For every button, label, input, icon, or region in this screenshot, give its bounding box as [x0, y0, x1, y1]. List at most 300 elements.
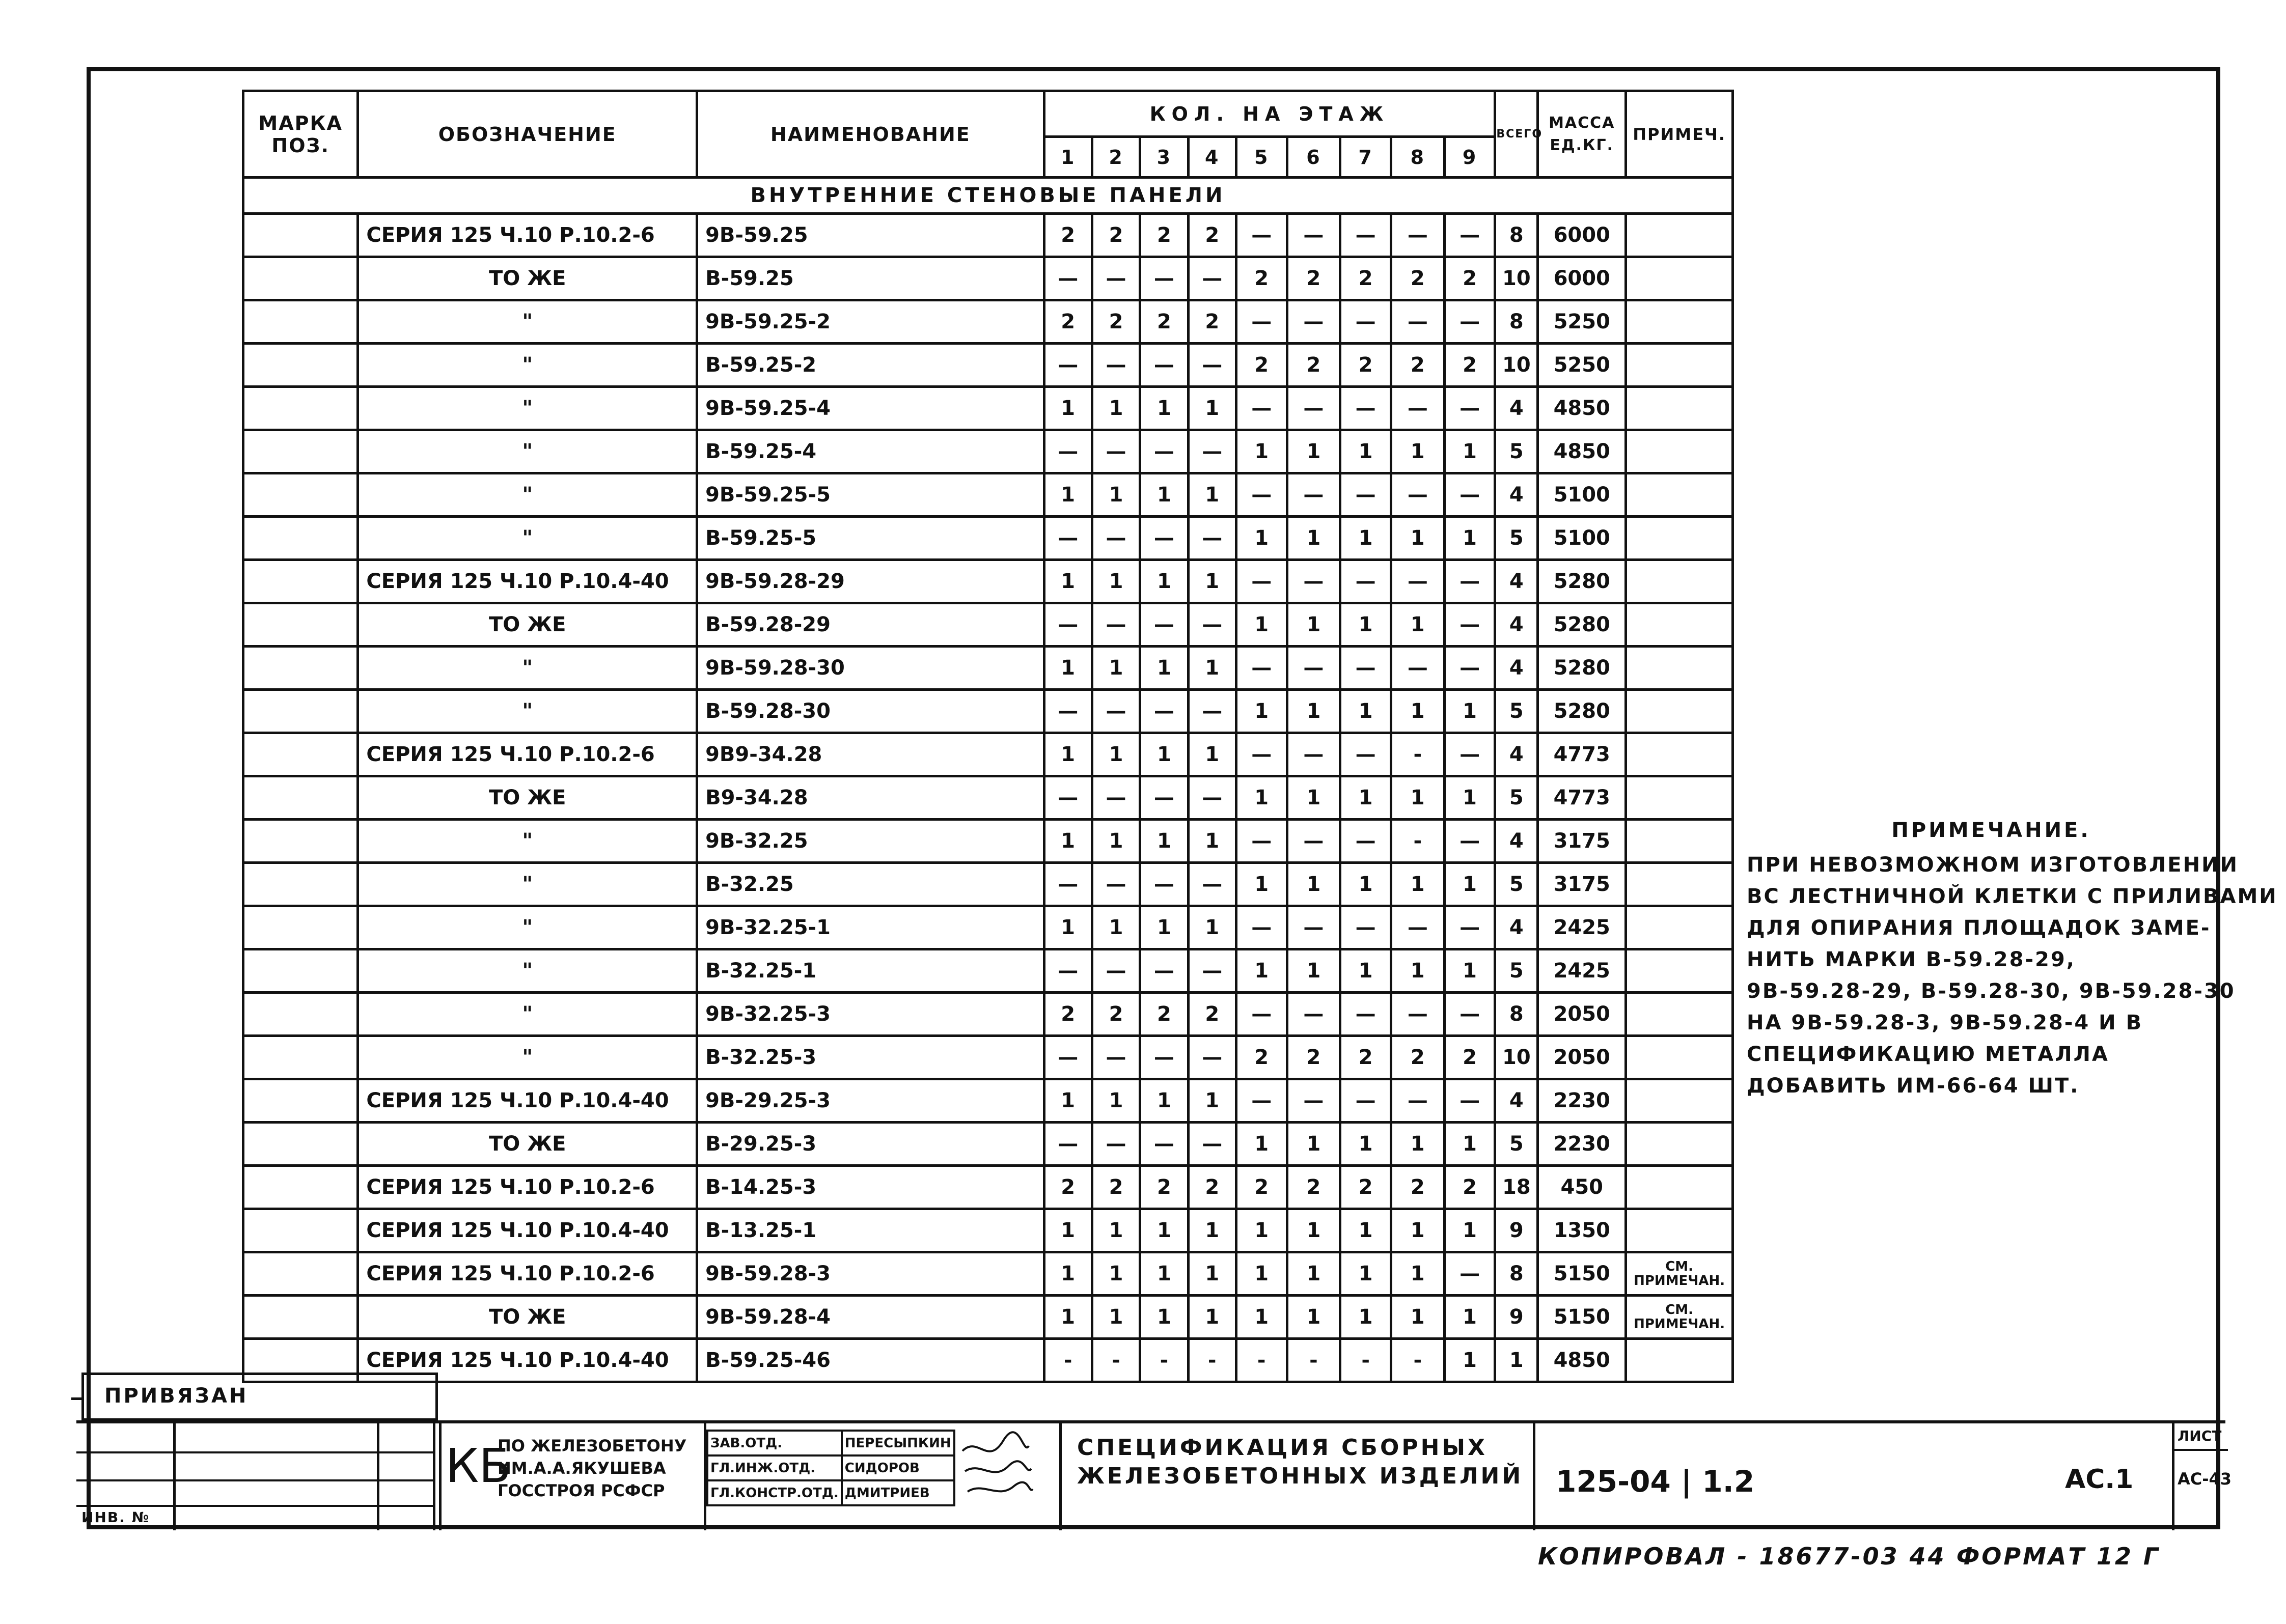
total-cell: 5 [1495, 863, 1538, 906]
floor-qty-cell: 2 [1236, 1166, 1287, 1209]
grid-divider [377, 1423, 379, 1530]
note-cell [1626, 647, 1733, 690]
floor-qty-cell: 1 [1140, 1252, 1188, 1296]
name-cell: В-59.28-30 [697, 690, 1044, 733]
floor-qty-cell: 1 [1092, 906, 1140, 949]
note-cell: СМ. ПРИМЕЧАН. [1626, 1296, 1733, 1339]
mass-cell: 2425 [1538, 949, 1626, 993]
total-cell: 8 [1495, 1252, 1538, 1296]
floor-qty-cell: 1 [1188, 1296, 1236, 1339]
floor-qty-cell: 1 [1140, 647, 1188, 690]
floor-qty-cell: — [1092, 1036, 1140, 1079]
floor-qty-cell: 1 [1287, 863, 1340, 906]
floor-qty-cell: — [1391, 387, 1444, 430]
title-stamp [76, 1420, 2232, 1533]
designation-cell: " [358, 993, 697, 1036]
floor-qty-cell: 2 [1391, 1036, 1444, 1079]
floor-qty-cell: — [1188, 517, 1236, 560]
mark-cell [243, 647, 358, 690]
code-block [1533, 1423, 2174, 1530]
total-cell: 10 [1495, 344, 1538, 387]
floor-qty-cell: 1 [1044, 387, 1092, 430]
table-row [243, 387, 1733, 430]
remark-line: ДОБАВИТЬ ИМ-66-64 ШТ. [1747, 1074, 2080, 1098]
floor-qty-cell: 1 [1188, 387, 1236, 430]
mass-cell: 4850 [1538, 430, 1626, 473]
floor-qty-cell: 1 [1140, 1079, 1188, 1123]
floor-qty-cell: - [1391, 820, 1444, 863]
note-cell [1626, 560, 1733, 603]
mark-cell [243, 1036, 358, 1079]
designation-cell: " [358, 647, 697, 690]
floor-qty-cell: 1 [1140, 387, 1188, 430]
organization-name [498, 1435, 686, 1502]
mass-cell: 4850 [1538, 1339, 1626, 1382]
note-cell [1626, 473, 1733, 517]
floor-qty-cell: — [1092, 517, 1140, 560]
total-cell: 10 [1495, 257, 1538, 300]
name-cell: 9В-59.28-3 [697, 1252, 1044, 1296]
total-cell: 4 [1495, 820, 1538, 863]
floor-qty-cell: — [1044, 776, 1092, 820]
floor-qty-cell: — [1140, 257, 1188, 300]
name-cell: В-13.25-1 [697, 1209, 1044, 1252]
remark-line: СПЕЦИФИКАЦИЮ МЕТАЛЛА [1747, 1043, 2109, 1066]
note-cell [1626, 603, 1733, 647]
table-row [243, 647, 1733, 690]
mark-cell [243, 776, 358, 820]
floor-qty-cell: — [1287, 473, 1340, 517]
floor-qty-cell: 1 [1287, 1209, 1340, 1252]
floor-qty-cell: 1 [1044, 647, 1092, 690]
designation-cell: " [358, 430, 697, 473]
floor-qty-cell: — [1188, 776, 1236, 820]
header-designation: ОБОЗНАЧЕНИЕ [358, 91, 697, 178]
total-cell: 8 [1495, 993, 1538, 1036]
floor-qty-cell: 1 [1140, 473, 1188, 517]
floor-qty-cell: — [1391, 993, 1444, 1036]
floor-qty-cell: 1 [1092, 1209, 1140, 1252]
floor-qty-cell: 1 [1236, 690, 1287, 733]
designation-cell: ТО ЖЕ [358, 1296, 697, 1339]
name-cell: В-59.28-29 [697, 603, 1044, 647]
designation-cell: " [358, 517, 697, 560]
total-cell: 4 [1495, 603, 1538, 647]
designation-cell: СЕРИЯ 125 Ч.10 Р.10.4-40 [358, 1079, 697, 1123]
table-row [243, 603, 1733, 647]
total-cell: 9 [1495, 1209, 1538, 1252]
floor-qty-cell: 1 [1391, 1252, 1444, 1296]
floor-qty-cell: 1 [1140, 1209, 1188, 1252]
section-title: ВНУТРЕННИЕ СТЕНОВЫЕ ПАНЕЛИ [243, 178, 1733, 214]
table-row [243, 1036, 1733, 1079]
floor-qty-cell: — [1391, 560, 1444, 603]
sheet-label: ЛИСТ [2178, 1427, 2222, 1444]
header-floor-7: 7 [1340, 137, 1391, 178]
floor-qty-cell: 1 [1391, 517, 1444, 560]
floor-qty-cell: 1 [1092, 1252, 1140, 1296]
floor-qty-cell: 1 [1140, 820, 1188, 863]
table-row [243, 344, 1733, 387]
name-cell: В-59.25-4 [697, 430, 1044, 473]
margin-tick [71, 1397, 82, 1400]
floor-qty-cell: — [1044, 257, 1092, 300]
floor-qty-cell: — [1340, 647, 1391, 690]
floor-qty-cell: — [1092, 603, 1140, 647]
note-cell [1626, 1209, 1733, 1252]
name-cell: 9В9-34.28 [697, 733, 1044, 776]
floor-qty-cell: — [1340, 993, 1391, 1036]
floor-qty-cell: 1 [1391, 1209, 1444, 1252]
table-row [243, 690, 1733, 733]
floor-qty-cell: — [1287, 993, 1340, 1036]
floor-qty-cell: 1 [1287, 949, 1340, 993]
floor-qty-cell: 2 [1092, 1166, 1140, 1209]
name-cell: 9В-32.25-3 [697, 993, 1044, 1036]
person-name: ДМИТРИЕВ [842, 1480, 954, 1505]
note-cell [1626, 1079, 1733, 1123]
table-row [243, 430, 1733, 473]
floor-qty-cell: — [1140, 690, 1188, 733]
floor-qty-cell: 1 [1340, 430, 1391, 473]
floor-qty-cell: — [1444, 993, 1495, 1036]
privyazan-box [81, 1373, 438, 1421]
header-floor-8: 8 [1391, 137, 1444, 178]
table-row [243, 1166, 1733, 1209]
floor-qty-cell: 2 [1140, 214, 1188, 257]
floor-qty-cell: 1 [1092, 733, 1140, 776]
floor-qty-cell: 1 [1391, 776, 1444, 820]
note-cell [1626, 1036, 1733, 1079]
floor-qty-cell: 1 [1236, 1252, 1287, 1296]
floor-qty-cell: 2 [1092, 214, 1140, 257]
mark-cell [243, 430, 358, 473]
stamp-left-grid [76, 1423, 435, 1530]
name-cell: В-32.25-3 [697, 1036, 1044, 1079]
privyazan-label: ПРИВЯЗАН [104, 1384, 249, 1408]
table-row [243, 863, 1733, 906]
name-cell: В9-34.28 [697, 776, 1044, 820]
total-cell: 8 [1495, 300, 1538, 344]
total-cell: 5 [1495, 1123, 1538, 1166]
note-cell: СМ. ПРИМЕЧАН. [1626, 1252, 1733, 1296]
floor-qty-cell: 2 [1340, 1036, 1391, 1079]
floor-qty-cell: 2 [1287, 344, 1340, 387]
floor-qty-cell: 1 [1287, 603, 1340, 647]
total-cell: 4 [1495, 387, 1538, 430]
mass-cell: 2425 [1538, 906, 1626, 949]
total-cell: 4 [1495, 647, 1538, 690]
total-cell: 5 [1495, 430, 1538, 473]
floor-qty-cell: — [1044, 603, 1092, 647]
name-cell: 9В-59.25 [697, 214, 1044, 257]
remark-line: ВС ЛЕСТНИЧНОЙ КЛЕТКИ С ПРИЛИВАМИ [1747, 885, 2278, 908]
floor-qty-cell: - [1236, 1339, 1287, 1382]
floor-qty-cell: 1 [1188, 733, 1236, 776]
remark-title: ПРИМЕЧАНИЕ. [1891, 819, 2091, 842]
floor-qty-cell: — [1340, 214, 1391, 257]
floor-qty-cell: - [1391, 733, 1444, 776]
floor-qty-cell: — [1444, 560, 1495, 603]
floor-qty-cell: — [1140, 344, 1188, 387]
designation-cell: ТО ЖЕ [358, 776, 697, 820]
floor-qty-cell: 1 [1391, 690, 1444, 733]
floor-qty-cell: 2 [1044, 214, 1092, 257]
floor-qty-cell: 1 [1444, 776, 1495, 820]
floor-qty-cell: 1 [1340, 1123, 1391, 1166]
floor-qty-cell: — [1236, 387, 1287, 430]
floor-qty-cell: 1 [1444, 1296, 1495, 1339]
total-cell: 5 [1495, 690, 1538, 733]
note-cell [1626, 344, 1733, 387]
floor-qty-cell: 1 [1092, 1296, 1140, 1339]
designation-cell: СЕРИЯ 125 Ч.10 Р.10.2-6 [358, 733, 697, 776]
floor-qty-cell: — [1444, 906, 1495, 949]
grid-line [76, 1479, 435, 1481]
name-cell: В-59.25-5 [697, 517, 1044, 560]
name-cell: 9В-59.28-30 [697, 647, 1044, 690]
floor-qty-cell: — [1044, 949, 1092, 993]
table-row [243, 993, 1733, 1036]
floor-qty-cell: 2 [1287, 257, 1340, 300]
floor-qty-cell: — [1340, 733, 1391, 776]
header-floor-5: 5 [1236, 137, 1287, 178]
floor-qty-cell: — [1188, 603, 1236, 647]
floor-qty-cell: — [1236, 1079, 1287, 1123]
floor-qty-cell: - [1287, 1339, 1340, 1382]
floor-qty-cell: 2 [1287, 1036, 1340, 1079]
floor-qty-cell: 1 [1340, 776, 1391, 820]
floor-qty-cell: 1 [1340, 1252, 1391, 1296]
mark-cell [243, 560, 358, 603]
floor-qty-cell: — [1444, 214, 1495, 257]
header-note: ПРИМЕЧ. [1626, 91, 1733, 178]
header-floor-9: 9 [1444, 137, 1495, 178]
floor-qty-cell: — [1236, 473, 1287, 517]
floor-qty-cell: 2 [1140, 1166, 1188, 1209]
mark-cell [243, 1252, 358, 1296]
mass-cell: 2050 [1538, 1036, 1626, 1079]
org-line: ПО ЖЕЛЕЗОБЕТОНУ [498, 1436, 687, 1455]
floor-qty-cell: 1 [1287, 430, 1340, 473]
floor-qty-cell: — [1444, 603, 1495, 647]
mark-cell [243, 863, 358, 906]
grid-divider [173, 1423, 176, 1530]
note-cell [1626, 214, 1733, 257]
floor-qty-cell: 1 [1188, 1209, 1236, 1252]
mass-cell: 5100 [1538, 473, 1626, 517]
table-row [243, 949, 1733, 993]
floor-qty-cell: 1 [1287, 517, 1340, 560]
floor-qty-cell: — [1236, 993, 1287, 1036]
table-row [243, 733, 1733, 776]
floor-qty-cell: — [1044, 430, 1092, 473]
role-label: ГЛ.КОНСТР.ОТД. [707, 1480, 842, 1505]
floor-qty-cell: — [1188, 257, 1236, 300]
floor-qty-cell: 1 [1391, 1123, 1444, 1166]
floor-qty-cell: 1 [1236, 1296, 1287, 1339]
name-cell: В-59.25 [697, 257, 1044, 300]
floor-qty-cell: 1 [1092, 560, 1140, 603]
mass-cell: 2230 [1538, 1079, 1626, 1123]
mass-cell: 5150 [1538, 1296, 1626, 1339]
floor-qty-cell: — [1140, 776, 1188, 820]
floor-qty-cell: — [1236, 647, 1287, 690]
mass-cell: 4773 [1538, 733, 1626, 776]
floor-qty-cell: 1 [1444, 517, 1495, 560]
floor-qty-cell: 1 [1340, 863, 1391, 906]
note-cell [1626, 776, 1733, 820]
floor-qty-cell: 2 [1044, 300, 1092, 344]
designation-cell: " [358, 820, 697, 863]
signatures-table [706, 1430, 1036, 1506]
note-cell [1626, 1123, 1733, 1166]
designation-cell: СЕРИЯ 125 Ч.10 Р.10.2-6 [358, 1252, 697, 1296]
name-cell: 9В-59.25-4 [697, 387, 1044, 430]
floor-qty-cell: — [1444, 820, 1495, 863]
floor-qty-cell: 2 [1287, 1166, 1340, 1209]
remark-line: ПРИ НЕВОЗМОЖНОМ ИЗГОТОВЛЕНИИ [1747, 853, 2239, 877]
mass-cell: 5280 [1538, 647, 1626, 690]
designation-cell: " [358, 473, 697, 517]
floor-qty-cell: — [1092, 344, 1140, 387]
mark-cell [243, 1296, 358, 1339]
floor-qty-cell: 2 [1444, 1166, 1495, 1209]
floor-qty-cell: 2 [1236, 1036, 1287, 1079]
floor-qty-cell: - [1044, 1339, 1092, 1382]
floor-qty-cell: 1 [1188, 1252, 1236, 1296]
floor-qty-cell: 1 [1391, 863, 1444, 906]
floor-qty-cell: 1 [1444, 1123, 1495, 1166]
mass-cell: 3175 [1538, 820, 1626, 863]
role-label: ГЛ.ИНЖ.ОТД. [707, 1455, 842, 1480]
floor-qty-cell: - [1391, 1339, 1444, 1382]
designation-cell: СЕРИЯ 125 Ч.10 Р.10.2-6 [358, 214, 697, 257]
mass-cell: 5280 [1538, 690, 1626, 733]
floor-qty-cell: — [1092, 257, 1140, 300]
name-cell: В-59.25-46 [697, 1339, 1044, 1382]
floor-qty-cell: 1 [1340, 603, 1391, 647]
floor-qty-cell: 1 [1391, 603, 1444, 647]
floor-qty-cell: - [1188, 1339, 1236, 1382]
floor-qty-cell: 1 [1044, 1079, 1092, 1123]
mark-cell [243, 517, 358, 560]
signature-mark [954, 1431, 1036, 1505]
designation-cell: СЕРИЯ 125 Ч.10 Р.10.2-6 [358, 1166, 697, 1209]
note-cell [1626, 1166, 1733, 1209]
header-floor-4: 4 [1188, 137, 1236, 178]
floor-qty-cell: 1 [1444, 430, 1495, 473]
floor-qty-cell: 1 [1236, 517, 1287, 560]
floor-qty-cell: 1 [1092, 647, 1140, 690]
name-cell: 9В-32.25 [697, 820, 1044, 863]
mark-cell [243, 344, 358, 387]
total-cell: 5 [1495, 776, 1538, 820]
note-cell [1626, 387, 1733, 430]
header-mark: МАРКА ПОЗ. [243, 91, 358, 178]
floor-qty-cell: 1 [1044, 560, 1092, 603]
mark-cell [243, 690, 358, 733]
floor-qty-cell: — [1236, 820, 1287, 863]
floor-qty-cell: 2 [1391, 257, 1444, 300]
mass-cell: 6000 [1538, 214, 1626, 257]
floor-qty-cell: — [1340, 1079, 1391, 1123]
floor-qty-cell: 1 [1391, 1296, 1444, 1339]
floor-qty-cell: — [1340, 560, 1391, 603]
designation-cell: " [358, 906, 697, 949]
total-cell: 4 [1495, 1079, 1538, 1123]
floor-qty-cell: 1 [1140, 1296, 1188, 1339]
sheet-divider [2174, 1449, 2228, 1451]
floor-qty-cell: — [1188, 430, 1236, 473]
table-row [243, 820, 1733, 863]
remark-line: НИТЬ МАРКИ В-59.28-29, [1747, 948, 2076, 971]
header-name: НАИМЕНОВАНИЕ [697, 91, 1044, 178]
mass-cell: 5250 [1538, 344, 1626, 387]
designation-cell: " [358, 863, 697, 906]
floor-qty-cell: 1 [1044, 820, 1092, 863]
floor-qty-cell: 1 [1340, 949, 1391, 993]
floor-qty-cell: — [1444, 733, 1495, 776]
name-cell: 9В-59.28-29 [697, 560, 1044, 603]
floor-qty-cell: — [1044, 517, 1092, 560]
floor-qty-cell: — [1287, 1079, 1340, 1123]
note-cell [1626, 690, 1733, 733]
floor-qty-cell: — [1140, 603, 1188, 647]
name-cell: В-32.25 [697, 863, 1044, 906]
floor-qty-cell: — [1188, 690, 1236, 733]
table-row [243, 517, 1733, 560]
floor-qty-cell: — [1188, 1123, 1236, 1166]
floor-qty-cell: — [1092, 690, 1140, 733]
specification-table [242, 90, 1734, 1383]
designation-cell: СЕРИЯ 125 Ч.10 Р.10.4-40 [358, 560, 697, 603]
floor-qty-cell: 2 [1188, 1166, 1236, 1209]
floor-qty-cell: 1 [1092, 820, 1140, 863]
floor-qty-cell: — [1391, 300, 1444, 344]
floor-qty-cell: — [1044, 690, 1092, 733]
name-cell: 9В-59.25-2 [697, 300, 1044, 344]
note-cell [1626, 993, 1733, 1036]
floor-qty-cell: — [1391, 906, 1444, 949]
floor-qty-cell: — [1092, 863, 1140, 906]
floor-qty-cell: — [1188, 949, 1236, 993]
floor-qty-cell: — [1236, 300, 1287, 344]
floor-qty-cell: 2 [1044, 1166, 1092, 1209]
floor-qty-cell: — [1444, 1079, 1495, 1123]
total-cell: 4 [1495, 733, 1538, 776]
table-row [243, 300, 1733, 344]
designation-cell: СЕРИЯ 125 Ч.10 Р.10.4-40 [358, 1209, 697, 1252]
floor-qty-cell: 1 [1340, 517, 1391, 560]
remark-line: НА 9В-59.28-3, 9В-59.28-4 И В [1747, 1011, 2143, 1034]
floor-qty-cell: — [1340, 820, 1391, 863]
floor-qty-cell: 1 [1044, 733, 1092, 776]
table-row [243, 1296, 1733, 1339]
mass-cell: 2230 [1538, 1123, 1626, 1166]
grid-divider [433, 1423, 435, 1530]
floor-qty-cell: 1 [1287, 1252, 1340, 1296]
note-cell [1626, 300, 1733, 344]
floor-qty-cell: 1 [1188, 1079, 1236, 1123]
table-row [243, 1123, 1733, 1166]
floor-qty-cell: 1 [1092, 1079, 1140, 1123]
floor-qty-cell: — [1140, 863, 1188, 906]
floor-qty-cell: — [1391, 473, 1444, 517]
table-row [243, 1209, 1733, 1252]
floor-qty-cell: — [1236, 560, 1287, 603]
floor-qty-cell: 1 [1044, 906, 1092, 949]
